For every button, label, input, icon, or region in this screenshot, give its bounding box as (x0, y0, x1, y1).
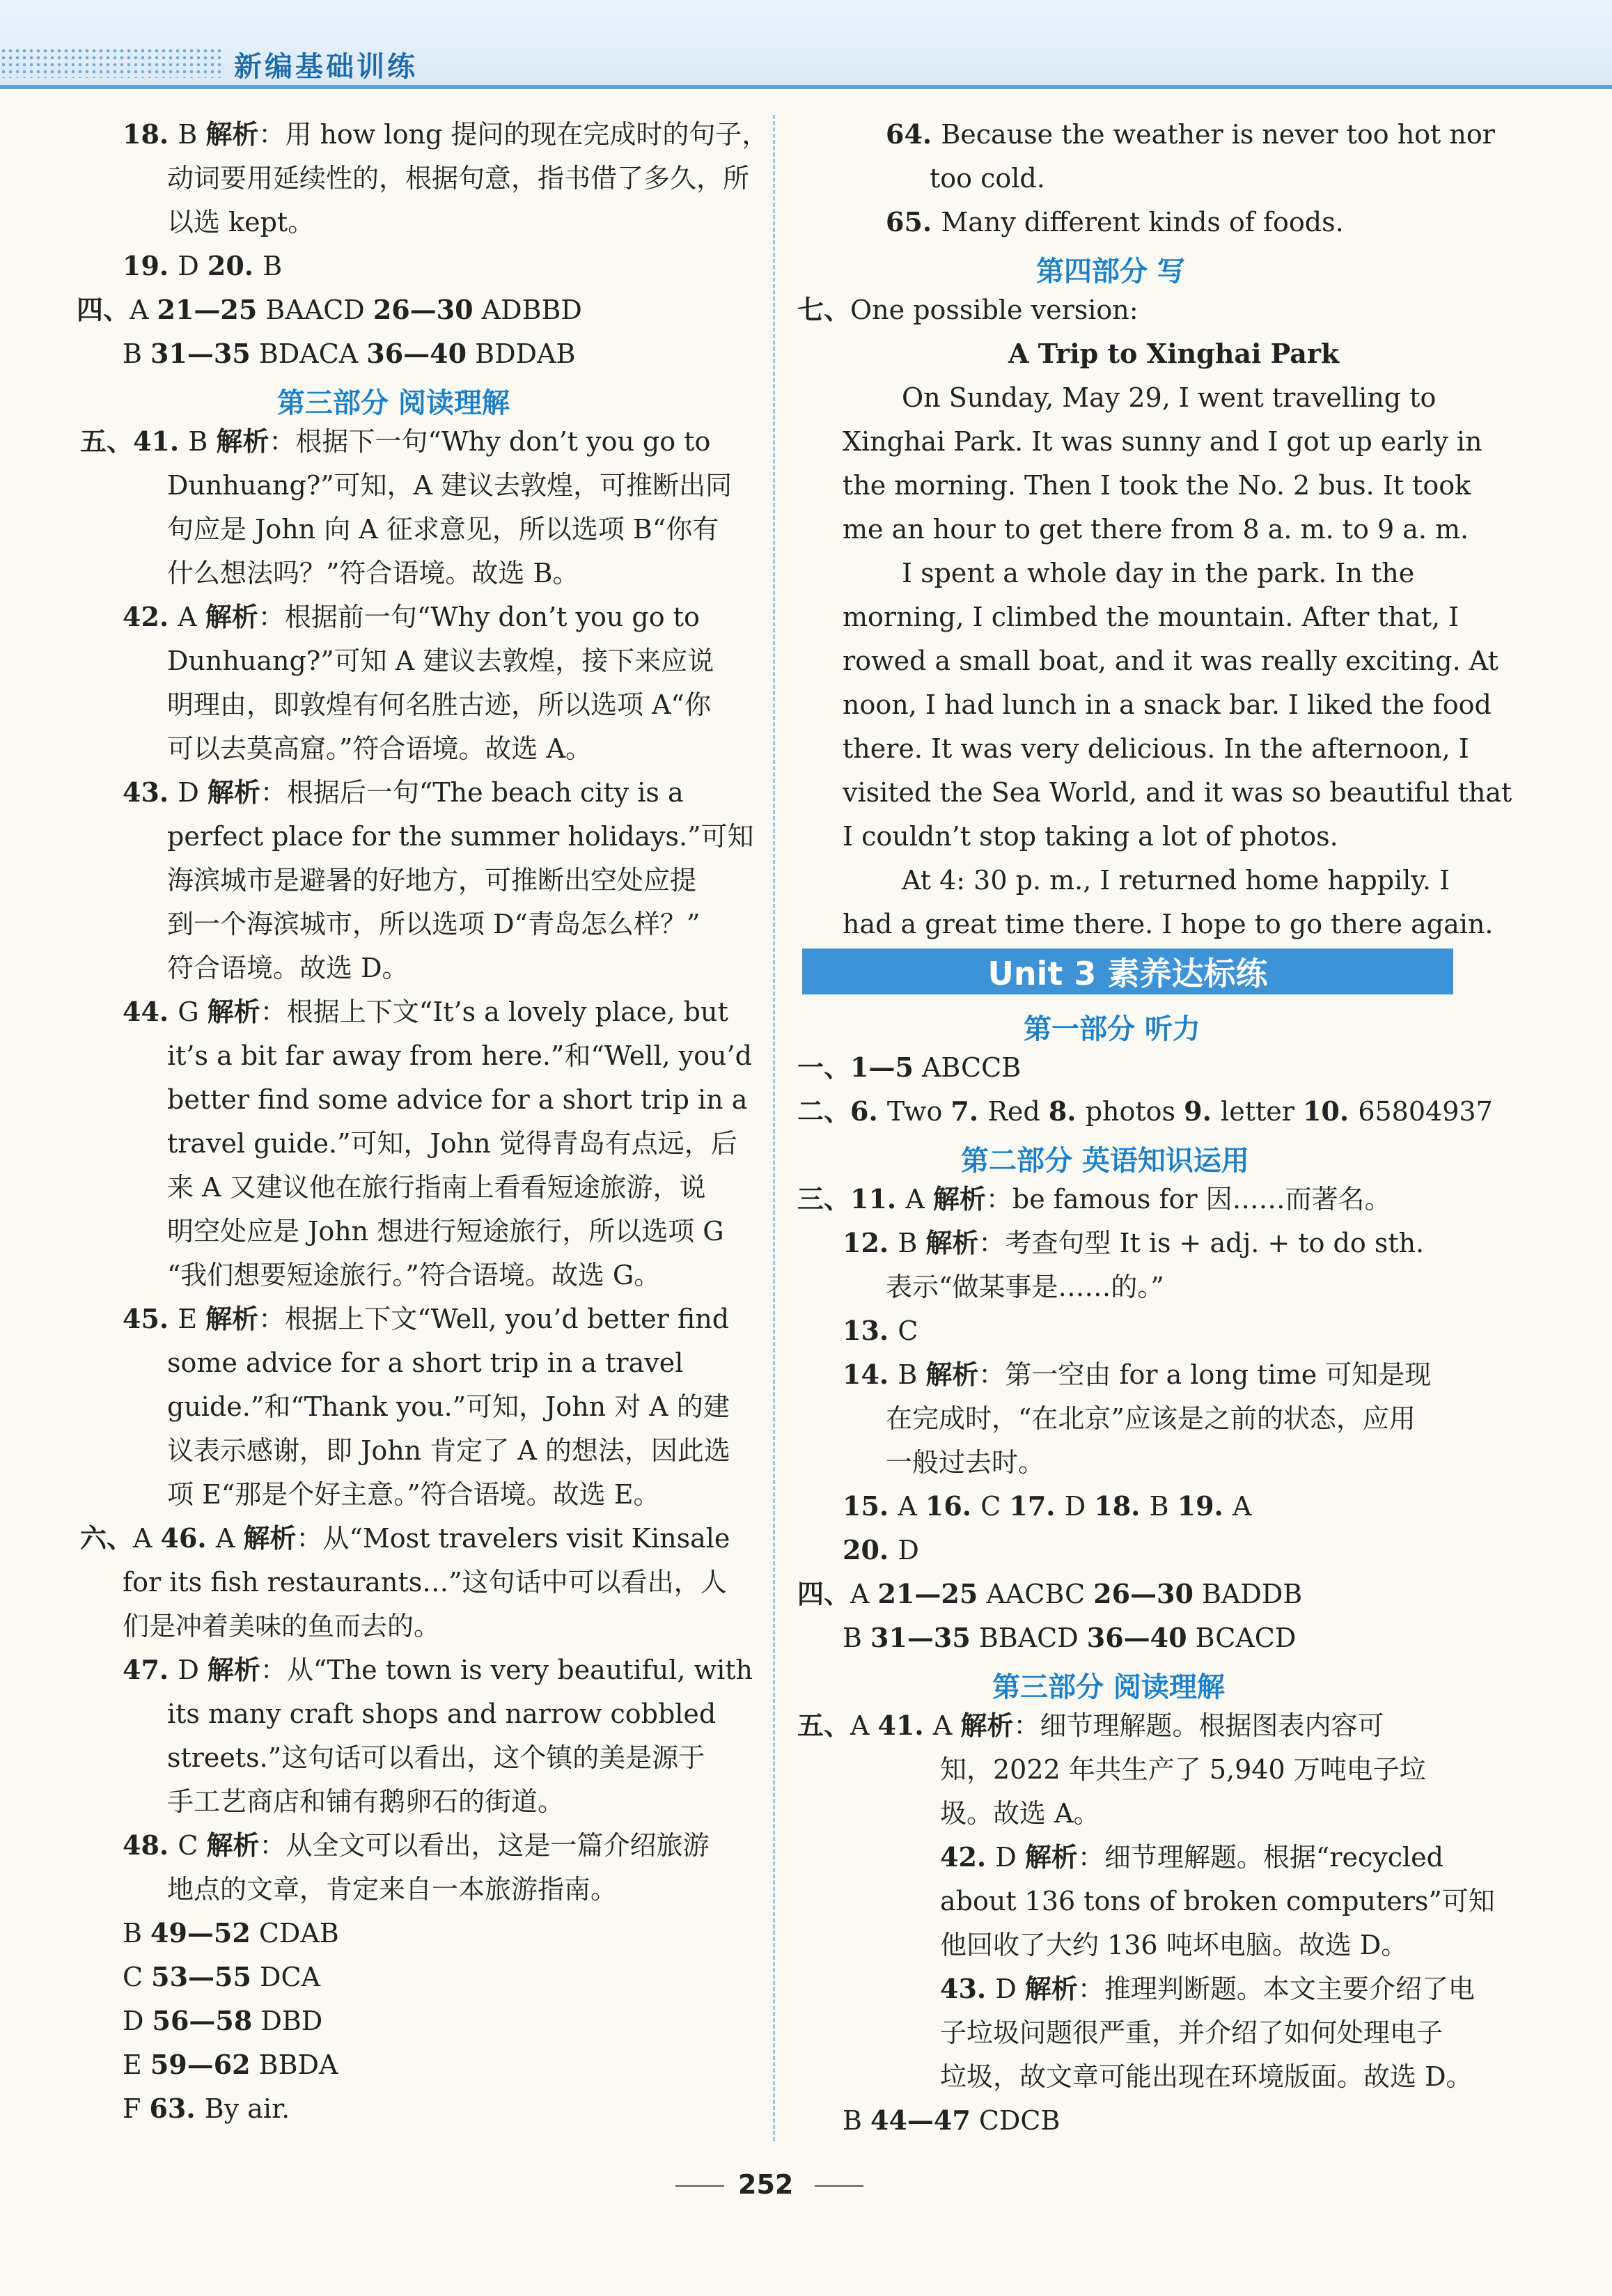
right-line: the morning. Then I took the No. 2 bus. It took (843, 470, 1471, 501)
left-line: 来 A 又建议他在旅行指南上看看短途旅游，说 (167, 1172, 706, 1203)
left-line: 明空处应是 John 想进行短途旅行，所以选项 G (167, 1216, 724, 1247)
right-line: rowed a small boat, and it was really exciting. At (843, 646, 1498, 676)
left-line: C 53—55 DCA (123, 1961, 320, 1992)
right-line: B 31—35 BBACD 36—40 BCACD (843, 1622, 1297, 1653)
right-line: 20. D (843, 1534, 919, 1565)
header-dot-pattern (0, 47, 223, 78)
right-line: 13. C (843, 1315, 918, 1346)
page-number-dash-right (815, 2185, 863, 2187)
left-line: 44. G 解析：根据上下文“It’s a lovely place, but (123, 996, 728, 1027)
right-line: Xinghai Park. It was sunny and I got up early in (843, 426, 1482, 457)
right-line: 表示“做某事是……的。” (886, 1272, 1164, 1302)
section-heading: 第二部分 英语知识运用 (961, 1145, 1249, 1177)
right-line: 七、One possible version: (797, 294, 1138, 325)
left-line: 可以去莫高窟。”符合语境。故选 A。 (167, 733, 592, 764)
left-line: 45. E 解析：根据上下文“Well, you’d better find (123, 1303, 730, 1334)
header-rule (0, 85, 1612, 89)
right-line: 65. Many different kinds of foods. (886, 206, 1344, 237)
section-heading: 第三部分 阅读理解 (992, 1671, 1225, 1703)
series-title: 新编基础训练 (234, 51, 418, 83)
left-line: 手工艺商店和铺有鹅卵石的街道。 (167, 1786, 565, 1817)
right-line: 一般过去时。 (886, 1447, 1045, 1478)
right-line: 垃圾，故文章可能出现在环境版面。故选 D。 (940, 2061, 1473, 2092)
right-line: 五、A 41. A 解析：细节理解题。根据图表内容可 (797, 1710, 1384, 1741)
right-line: morning, I climbed the mountain. After that, I (843, 602, 1460, 632)
right-line: 64. Because the weather is never too hot nor (886, 118, 1495, 150)
column-divider (773, 115, 775, 2141)
right-line: 在完成时，“在北京”应该是之前的状态，应用 (886, 1403, 1416, 1434)
left-line: 句应是 John 向 A 征求意见，所以选项 B“你有 (167, 514, 719, 545)
right-line: 子垃圾问题很严重，并介绍了如何处理电子 (940, 2017, 1443, 2048)
unit-banner: Unit 3 素养达标练 (802, 948, 1453, 994)
left-line: 们是冲着美味的鱼而去的。 (123, 1611, 441, 1641)
left-line: 47. D 解析：从“The town is very beautiful, with (123, 1654, 753, 1685)
left-line: B 49—52 CDAB (123, 1917, 339, 1949)
left-line: for its fish restaurants…”这句话中可以看出，人 (123, 1567, 727, 1598)
left-line: 明理由，即敦煌有何名胜古迹，所以选项 A“你 (167, 689, 711, 720)
section-heading: 第三部分 阅读理解 (277, 387, 510, 419)
right-line: 三、11. A 解析：be famous for 因……而著名。 (797, 1183, 1391, 1215)
left-line: 符合语境。故选 D。 (167, 953, 409, 983)
left-line: 议表示感谢，即 John 肯定了 A 的想法，因此选 (167, 1435, 730, 1466)
right-line: 二、6. Two 7. Red 8. photos 9. letter 10. 65804937 (797, 1095, 1493, 1127)
right-line: about 136 tons of broken computers”可知 (940, 1886, 1495, 1916)
left-line: perfect place for the summer holidays.”可知 (167, 821, 754, 852)
page-number-dash-left (675, 2185, 724, 2187)
left-line: “我们想要短途旅行。”符合语境。故选 G。 (167, 1260, 661, 1290)
essay-title: A Trip to Xinghai Park (1008, 338, 1340, 369)
right-line: At 4: 30 p. m., I returned home happily. I (902, 865, 1450, 896)
left-line: its many craft shops and narrow cobbled (167, 1698, 717, 1729)
page-number: 252 (738, 2169, 794, 2200)
left-line: 到一个海滨城市，所以选项 D“青岛怎么样？” (167, 909, 701, 939)
right-line: 43. D 解析：推理判断题。本文主要介绍了电 (940, 1973, 1475, 2004)
left-line: 动词要用延续性的，根据句意，指书借了多久，所 (167, 163, 750, 194)
right-line: had a great time there. I hope to go there again. (843, 909, 1494, 939)
left-line: Dunhuang?”可知 A 建议去敦煌，接下来应说 (167, 646, 714, 676)
left-line: Dunhuang?”可知，A 建议去敦煌，可推断出同 (167, 470, 733, 501)
right-line: I spent a whole day in the park. In the (902, 558, 1415, 588)
right-line: noon, I had lunch in a snack bar. I liked the food (843, 689, 1492, 720)
right-line: 15. A 16. C 17. D 18. B 19. A (843, 1490, 1252, 1522)
right-line: 知，2022 年共生产了 5,940 万吨电子垃 (940, 1754, 1426, 1785)
left-line: 43. D 解析：根据后一句“The beach city is a (123, 776, 684, 808)
right-line: B 44—47 CDCB (843, 2104, 1061, 2136)
left-line: 以选 kept。 (167, 207, 315, 237)
section-heading: 第一部分 听力 (1024, 1013, 1200, 1045)
left-line: 18. B 解析：用 how long 提问的现在完成时的句子， (123, 118, 769, 150)
right-line: too cold. (930, 163, 1045, 194)
left-line: 42. A 解析：根据前一句“Why don’t you go to (123, 601, 700, 632)
left-line: 地点的文章，肯定来自一本旅游指南。 (167, 1874, 618, 1905)
left-line: 项 E“那是个好主意。”符合语境。故选 E。 (167, 1479, 660, 1510)
right-line: 四、A 21—25 AACBC 26—30 BADDB (797, 1578, 1303, 1609)
right-line: visited the Sea World, and it was so beautiful that (843, 777, 1512, 808)
left-line: 什么想法吗？”符合语境。故选 B。 (167, 558, 579, 588)
left-line: 海滨城市是避暑的好地方，可推断出空处应提 (167, 865, 697, 896)
left-line: B 31—35 BDACA 36—40 BDDAB (123, 338, 576, 369)
right-line: me an hour to get there from 8 a. m. to 9 a. m. (843, 514, 1469, 545)
right-line: 14. B 解析：第一空由 for a long time 可知是现 (843, 1359, 1432, 1390)
right-line: On Sunday, May 29, I went travelling to (902, 382, 1437, 413)
right-line: 他回收了大约 136 吨坏电脑。故选 D。 (940, 1930, 1408, 1960)
left-line: D 56—58 DBD (123, 2005, 323, 2036)
left-line: travel guide.”可知，John 觉得青岛有点远，后 (167, 1128, 737, 1159)
right-line: there. It was very delicious. In the afternoon, I (843, 733, 1469, 764)
left-line: 四、A 21—25 BAACD 26—30 ADBBD (77, 294, 582, 325)
section-heading: 第四部分 写 (1036, 256, 1185, 288)
left-line: streets.”这句话可以看出，这个镇的美是源于 (167, 1742, 705, 1773)
left-line: guide.”和“Thank you.”可知，John 对 A 的建 (167, 1391, 730, 1422)
left-line: 19. D 20. B (123, 250, 283, 281)
left-line: 五、41. B 解析：根据下一句“Why don’t you go to (80, 425, 711, 457)
left-line: better find some advice for a short trip in a (167, 1084, 748, 1115)
right-line: 42. D 解析：细节理解题。根据“recycled (940, 1841, 1443, 1873)
right-line: 一、1—5 ABCCB (797, 1052, 1022, 1083)
left-line: it’s a bit far away from here.”和“Well, you’d (167, 1040, 752, 1071)
left-line: E 59—62 BBDA (123, 2049, 338, 2080)
left-line: 六、A 46. A 解析：从“Most travelers visit Kinsale (80, 1522, 730, 1554)
right-line: I couldn’t stop taking a lot of photos. (843, 821, 1338, 852)
left-line: F 63. By air. (123, 2093, 290, 2124)
right-line: 12. B 解析：考查句型 It is + adj. + to do sth. (843, 1227, 1425, 1258)
left-line: 48. C 解析：从全文可以看出，这是一篇介绍旅游 (123, 1829, 710, 1861)
left-line: some advice for a short trip in a travel (167, 1348, 684, 1378)
right-line: 圾。故选 A。 (940, 1798, 1100, 1829)
